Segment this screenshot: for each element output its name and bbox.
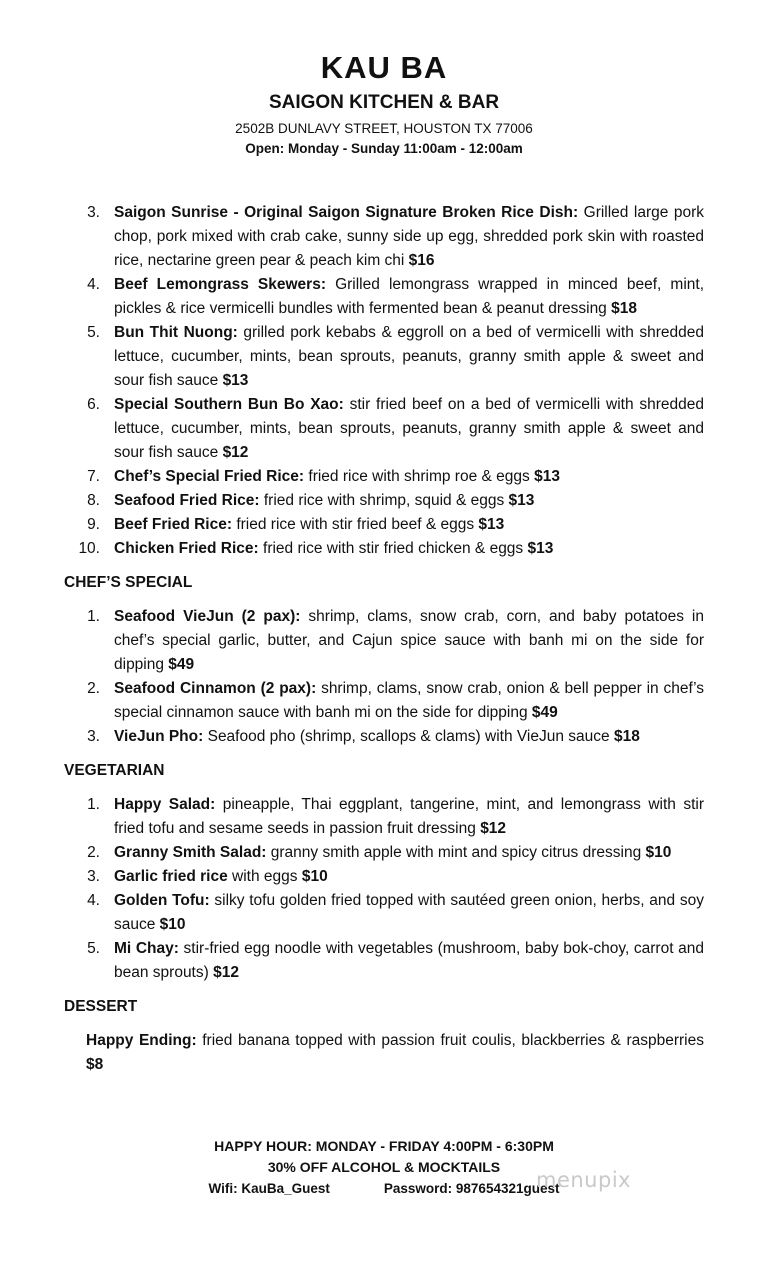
item-number: 5. — [87, 940, 100, 957]
item-description: with eggs — [227, 868, 302, 885]
item-number: 3. — [87, 204, 100, 221]
item-number: 7. — [87, 468, 100, 485]
item-text — [114, 889, 704, 937]
item-price: $12 — [480, 820, 507, 837]
item-name: Seafood Cinnamon (2 pax): — [114, 680, 317, 697]
item-price: $13 — [478, 516, 505, 533]
dessert-item — [86, 1029, 704, 1077]
menu-item — [64, 793, 704, 841]
item-number: 4. — [87, 276, 100, 293]
menu-footer — [0, 1136, 768, 1199]
item-description: Seafood pho (shrimp, scallops & clams) with VieJun sauce — [203, 728, 614, 745]
menu-item — [64, 725, 704, 749]
item-number: 10. — [78, 540, 100, 557]
item-name: Golden Tofu: — [114, 892, 210, 909]
item-number: 8. — [87, 492, 100, 509]
item-name: Chef’s Special Fried Rice: — [114, 468, 305, 485]
item-price: $49 — [168, 656, 195, 673]
restaurant-name: KAU BA — [320, 50, 448, 85]
item-text — [114, 393, 704, 465]
restaurant-subtitle: SAIGON KITCHEN & BAR — [268, 92, 500, 113]
item-text — [114, 937, 704, 985]
item-text — [114, 273, 704, 321]
item-name: Granny Smith Salad: — [114, 844, 267, 861]
item-text — [114, 793, 704, 841]
item-number: 9. — [87, 516, 100, 533]
wifi-password: Password: 987654321guest — [383, 1181, 560, 1196]
restaurant-address: 2502B DUNLAVY STREET, HOUSTON TX 77006 — [235, 121, 533, 136]
item-description: stir-fried egg noodle with vegetables (mushroom, baby bok-choy, carrot and bean sprouts) — [114, 940, 704, 981]
item-description: grilled pork kebabs & eggroll on a bed of vermicelli with shredded lettuce, cucumber, mints, bean sprouts, peanuts, granny smith apple & sweet and sour fish sauce — [114, 324, 705, 389]
item-name: Seafood Fried Rice: — [114, 492, 260, 509]
menu-item — [64, 937, 704, 985]
item-description: fried rice with shrimp roe & eggs — [304, 468, 535, 485]
chefs-special-list — [64, 605, 704, 749]
vegetarian-title: VEGETARIAN — [64, 762, 165, 779]
item-price: $16 — [408, 252, 435, 269]
item-description: Grilled large pork chop, pork mixed with crab cake, sunny side up egg, shredded pork skin with roasted rice, nectarine green pear & peach kim chi — [114, 204, 705, 269]
item-number: 3. — [87, 728, 100, 745]
item-text — [114, 865, 704, 889]
item-text — [114, 513, 704, 537]
menu-item — [64, 321, 704, 393]
watermark-logo: menupix — [536, 1168, 632, 1192]
item-description: shrimp, clams, snow crab, onion & bell pepper in chef’s special cinnamon sauce with banh mi on the side for dipping — [114, 680, 704, 721]
item-number: 6. — [87, 396, 100, 413]
item-number: 2. — [87, 680, 100, 697]
item-name: Beef Fried Rice: — [114, 516, 233, 533]
item-price: $13 — [222, 372, 249, 389]
item-description: stir fried beef on a bed of vermicelli with shredded lettuce, cucumber, mints, bean sprouts, peanuts, granny smith apple & sweet and sour fish sauce — [114, 396, 704, 461]
item-number: 1. — [87, 608, 100, 625]
menu-item — [64, 465, 704, 489]
item-text — [114, 841, 704, 865]
item-description: shrimp, clams, snow crab, corn, and baby potatoes in chef’s special garlic, butter, and Cajun spice sauce with banh mi on the side for dipping — [114, 608, 704, 673]
menu-header — [0, 50, 768, 158]
item-name: Mi Chay: — [114, 940, 179, 957]
item-text — [114, 321, 704, 393]
menu-item — [64, 393, 704, 465]
item-text — [114, 677, 704, 725]
menu-item — [64, 273, 704, 321]
menu-item — [64, 489, 704, 513]
item-name: Chicken Fried Rice: — [114, 540, 259, 557]
item-text — [114, 465, 704, 489]
item-price: $18 — [611, 300, 637, 317]
item-text — [114, 537, 704, 561]
item-text — [114, 605, 704, 677]
item-price: $13 — [534, 468, 560, 485]
item-price: $12 — [213, 964, 239, 981]
menu-body — [64, 201, 704, 1077]
item-description: fried rice with stir fried beef & eggs — [232, 516, 479, 533]
menu-item — [64, 865, 704, 889]
item-price: $10 — [301, 868, 328, 885]
item-text — [114, 725, 704, 749]
item-name: VieJun Pho: — [114, 728, 204, 745]
item-description: fried rice with stir fried chicken & eggs — [258, 540, 528, 557]
item-number: 5. — [87, 324, 100, 341]
mains-list — [64, 201, 704, 561]
opening-hours: Open: Monday - Sunday 11:00am - 12:00am — [245, 141, 523, 156]
menu-item — [64, 513, 704, 537]
item-description: pineapple, Thai eggplant, tangerine, mint, and lemongrass with stir fried tofu and sesame seeds in passion fruit dressing — [114, 796, 704, 837]
menu-item — [64, 605, 704, 677]
item-text — [114, 201, 704, 273]
menu-item — [64, 889, 704, 937]
menu-item — [64, 677, 704, 725]
item-price: $18 — [613, 728, 640, 745]
item-number: 4. — [87, 892, 100, 909]
item-name: Special Southern Bun Bo Xao: — [114, 396, 344, 413]
item-number: 1. — [87, 796, 100, 813]
menu-item — [64, 841, 704, 865]
item-price: $13 — [527, 540, 554, 557]
dessert-description: fried banana topped with passion fruit coulis, blackberries & raspberries — [196, 1032, 704, 1049]
item-name: Beef Lemongrass Skewers: — [114, 276, 326, 293]
item-name: Saigon Sunrise - Original Saigon Signature Broken Rice Dish: — [114, 204, 579, 221]
item-name: Bun Thit Nuong: — [114, 324, 238, 341]
item-name: Happy Salad: — [114, 796, 216, 813]
item-text — [114, 489, 704, 513]
menu-item — [64, 201, 704, 273]
chefs-special-title: CHEF’S SPECIAL — [64, 574, 193, 591]
menu-item — [64, 537, 704, 561]
wifi-info — [0, 1178, 768, 1199]
item-description: Grilled lemongrass wrapped in minced beef, mint, pickles & rice vermicelli bundles with fermented bean & peanut dressing — [114, 276, 704, 317]
item-name: Seafood VieJun (2 pax): — [114, 608, 301, 625]
item-description: fried rice with shrimp, squid & eggs — [259, 492, 509, 509]
item-description: silky tofu golden fried topped with sautéed green onion, herbs, and soy sauce — [114, 892, 704, 933]
dessert-price: $8 — [86, 1056, 104, 1073]
happy-hour-discount: 30% OFF ALCOHOL & MOCKTAILS — [267, 1159, 501, 1175]
dessert-name: Happy Ending: — [86, 1032, 197, 1049]
dessert-title: DESSERT — [64, 998, 138, 1015]
item-number: 3. — [87, 868, 100, 885]
item-price: $12 — [222, 444, 249, 461]
item-price: $49 — [531, 704, 558, 721]
vegetarian-list — [64, 793, 704, 985]
item-price: $10 — [645, 844, 672, 861]
item-price: $10 — [159, 916, 186, 933]
item-price: $13 — [508, 492, 535, 509]
item-description: granny smith apple with mint and spicy citrus dressing — [266, 844, 646, 861]
happy-hour: HAPPY HOUR: MONDAY - FRIDAY 4:00PM - 6:30PM — [214, 1138, 554, 1154]
item-number: 2. — [87, 844, 100, 861]
item-name: Garlic fried rice — [114, 868, 228, 885]
wifi-network: Wifi: KauBa_Guest — [208, 1181, 330, 1196]
